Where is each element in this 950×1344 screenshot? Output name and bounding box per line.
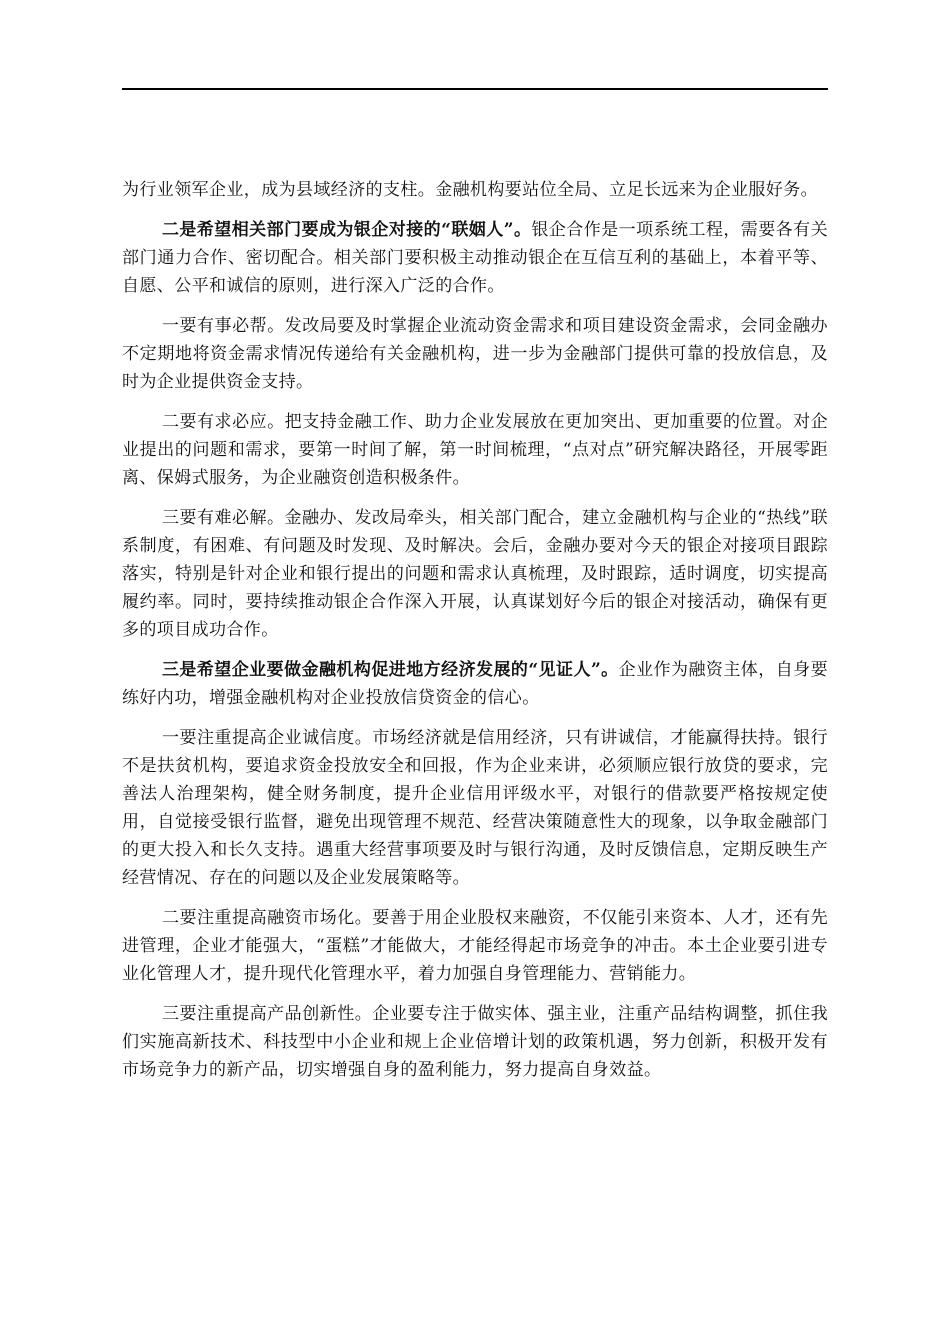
paragraph-3-text: 一要有事必帮。发改局要及时掌握企业流动资金需求和项目建设资金需求，会同金融办不定期地将资金需求情况传递给有关金融机构，进一步为金融部门提供可靠的投放信息，及时为企业提供资金支持。 — [122, 316, 828, 392]
paragraph-7 — [122, 724, 828, 892]
paragraph-4-text: 二要有求必应。把支持金融工作、助力企业发展放在更加突出、更加重要的位置。对企业提出的问题和需求，要第一时间了解，第一时间梳理，“点对点”研究解决路径，开展零距离、保姆式服务，为企业融资创造积极条件。 — [122, 412, 828, 488]
paragraph-2 — [122, 216, 828, 300]
paragraph-6 — [122, 656, 828, 712]
paragraph-2-text: 银企合作是一项系统工程，需要各有关部门通力合作、密切配合。相关部门要积极主动推动银企在互信互利的基础上，本着平等、自愿、公平和诚信的原则，进行深入广泛的合作。 — [122, 220, 828, 296]
paragraph-7-text: 一要注重提高企业诚信度。市场经济就是信用经济，只有讲诚信，才能赢得扶持。银行不是扶贫机构，要追求资金投放安全和回报，作为企业来讲，必须顺应银行放贷的要求，完善法人治理架构，健全财务制度，提升企业信用评级水平，对银行的借款要严格按规定使用，自觉接受银行监督，避免出现管理不规范、经营决策随意性大的现象，以争取金融部门的更大投入和长久支持。遇重大经营事项要及时与银行沟通，及时反馈信息，定期反映生产经营情况、存在的问题以及企业发展策略等。 — [122, 728, 828, 888]
paragraph-3 — [122, 312, 828, 396]
paragraph-6-lead: 三是希望企业要做金融机构促进地方经济发展的“见证人”。 — [161, 660, 619, 680]
paragraph-9 — [122, 1000, 828, 1084]
paragraph-8 — [122, 904, 828, 988]
paragraph-6-text: 企业作为融资主体，自身要练好内功，增强金融机构对企业投放信贷资金的信心。 — [122, 660, 828, 708]
paragraph-9-text: 三要注重提高产品创新性。企业要专注于做实体、强主业，注重产品结构调整，抓住我们实施高新技术、科技型中小企业和规上企业倍增计划的政策机遇，努力创新，积极开发有市场竞争力的新产品，切实增强自身的盈利能力，努力提高自身效益。 — [122, 1004, 828, 1080]
paragraph-5 — [122, 504, 828, 644]
header-rule — [122, 88, 828, 90]
paragraph-4 — [122, 408, 828, 492]
paragraph-2-lead: 二是希望相关部门要成为银企对接的“联姻人”。 — [161, 220, 532, 240]
paragraph-1-text: 为行业领军企业，成为县域经济的支柱。金融机构要站位全局、立足长远来为企业服好务。 — [122, 180, 818, 200]
document-body — [122, 176, 828, 1096]
paragraph-8-text: 二要注重提高融资市场化。要善于用企业股权来融资，不仅能引来资本、人才，还有先进管理，企业才能强大，“蛋糕”才能做大，才能经得起市场竞争的冲击。本土企业要引进专业化管理人才，提升现代化管理水平，着力加强自身管理能力、营销能力。 — [122, 908, 828, 984]
paragraph-1 — [122, 176, 828, 204]
paragraph-5-text: 三要有难必解。金融办、发改局牵头，相关部门配合，建立金融机构与企业的“热线”联系制度，有困难、有问题及时发现、及时解决。会后，金融办要对今天的银企对接项目跟踪落实，特别是针对企业和银行提出的问题和需求认真梳理，及时跟踪，适时调度，切实提高履约率。同时，要持续推动银企合作深入开展，认真谋划好今后的银企对接活动，确保有更多的项目成功合作。 — [122, 508, 828, 640]
